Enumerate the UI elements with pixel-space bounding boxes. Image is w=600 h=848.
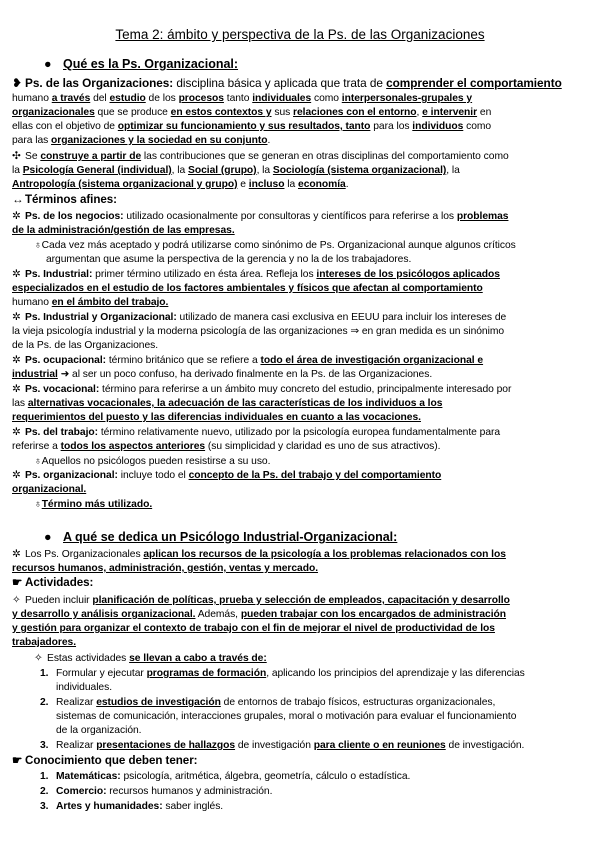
text-line: ☛ Actividades: — [12, 576, 94, 589]
section-heading-text: A qué se dedica un Psicólogo Industrial-Organizacional: — [63, 530, 398, 544]
text-line: humano a través del estudio de los procesos tanto individuales como interpersonales-grupales y — [12, 93, 473, 104]
text-line: ✲ Ps. del trabajo: término relativamente nuevo, utilizado por la psicología europea fundamentalmente para — [12, 427, 501, 438]
text-line: ✣ Se construye a partir de las contribuciones que se generan en otras disciplinas del comportamiento como — [12, 151, 509, 162]
text-line: recursos humanos, administración, gestión, ventas y mercado. — [12, 563, 319, 574]
text-line: ✲ Ps. de los negocios: utilizado ocasionalmente por consultoras y científicos para referirse a los problemas — [12, 211, 509, 222]
section-heading-text: Qué es la Ps. Organizacional: — [63, 57, 239, 71]
text-line: 1. Matemáticas: psicología, aritmética, álgebra, geometría, cálculo o estadística. — [40, 771, 411, 782]
text-line: industrial ➜ al ser un poco confuso, ha derivado finalmente en la Ps. de las Organizaciones. — [12, 369, 433, 380]
text-line: las alternativas vocacionales, la adecuación de las características de los individuos a los — [12, 398, 443, 409]
text-line: 3. Realizar presentaciones de hallazgos de investigación para cliente o en reuniones de investigación. — [40, 740, 525, 751]
text-line: ♁Cada vez más aceptado y podrá utilizarse como sinónimo de Ps. Organizacional aunque algunos críticos — [34, 240, 516, 251]
bullet-icon: ● — [44, 57, 52, 71]
text-line: ♁Aquellos no psicólogos pueden resistirse a su uso. — [34, 456, 271, 467]
text-line: la vieja psicología industrial y la moderna psicología de las organizaciones ⇒ en gran medida es un sinónimo — [12, 326, 505, 337]
text-line: Antropología (sistema organizacional y grupo) e incluso la economía. — [12, 179, 349, 190]
document-title: Tema 2: ámbito y perspectiva de la Ps. de las Organizaciones — [115, 27, 485, 42]
text-line: ↔Términos afines: — [12, 193, 117, 206]
text-line: 2. Comercio: recursos humanos y administración. — [40, 786, 273, 797]
text-line: ✲ Ps. vocacional: término para referirse a un ámbito muy concreto del estudio, principalmente interesado por — [12, 384, 512, 395]
text-line: ✲ Ps. Industrial: primer término utilizado en ésta área. Refleja los intereses de los psicólogos aplicados — [12, 269, 500, 280]
text-line: referirse a todos los aspectos anteriores (su simplicidad y claridad es uno de sus atractivos). — [12, 441, 441, 452]
text-line: 1. Formular y ejecutar programas de formación, aplicando los principios del aprendizaje y las diferencias — [40, 668, 525, 679]
text-line: y gestión para organizar el contexto de trabajo con el fin de mejorar el nivel de productividad de los — [12, 623, 495, 634]
text-line: para las organizaciones y la sociedad en su conjunto. — [12, 135, 271, 146]
text-line: trabajadores. — [12, 637, 77, 648]
text-line: organizacionales que se produce en estos contextos y sus relaciones con el entorno, e intervenir en — [12, 107, 492, 118]
text-line: ellas con el objetivo de optimizar su funcionamiento y sus resultados, tanto para los individuos como — [12, 121, 492, 132]
text-line: ✲ Ps. Industrial y Organizacional: utilizado de manera casi exclusiva en EEUU para incluir los intereses de — [12, 312, 507, 323]
text-line: sistemas de comunicación, interacciones grupales, moral o motivación para evaluar el funcionamiento — [56, 711, 517, 722]
text-line: 2. Realizar estudios de investigación de entornos de trabajo físicos, estructuras organizacionales, — [40, 697, 496, 708]
text-line: de la Ps. de las Organizaciones. — [12, 340, 159, 351]
text-line: ✧ Estas actividades se llevan a cabo a través de: — [34, 653, 267, 664]
text-line: de la administración/gestión de las empresas. — [12, 225, 235, 236]
text-line: la Psicología General (individual), la Social (grupo), la Sociología (sistema organizacional), la — [12, 165, 460, 176]
text-line: ♁Término más utilizado. — [34, 499, 153, 510]
text-line: ✲ Los Ps. Organizacionales aplican los recursos de la psicología a los problemas relacionados con los — [12, 549, 506, 560]
text-line: especializados en el estudio de los factores ambientales y físicos que afectan al comportamiento — [12, 283, 483, 294]
text-line: ✧ Pueden incluir planificación de políticas, prueba y selección de empleados, capacitación y desarrollo — [12, 595, 510, 606]
text-line: argumentan que asume la perspectiva de la gerencia y no la de los trabajadores. — [46, 254, 412, 265]
text-line: 3. Artes y humanidades: saber inglés. — [40, 801, 224, 812]
text-line: humano en el ámbito del trabajo. — [12, 297, 169, 308]
text-line: requerimientos del puesto y las diferencias individuales en cuanto a las vocaciones. — [12, 412, 421, 423]
text-line: de la organización. — [56, 725, 142, 736]
text-line: organizacional. — [12, 484, 87, 495]
text-line: ✲ Ps. ocupacional: término británico que se refiere a todo el área de investigación organizacional e — [12, 355, 484, 366]
text-line: ✲ Ps. organizacional: incluye todo el concepto de la Ps. del trabajo y del comportamiento — [12, 470, 442, 481]
text-line: ☛ Conocimiento que deben tener: — [12, 754, 198, 767]
text-line: ❥ Ps. de las Organizaciones: disciplina básica y aplicada que trata de comprender el comportamiento — [12, 76, 562, 90]
text-line: individuales. — [56, 682, 113, 693]
text-line: y desarrollo y análisis organizacional. Además, pueden trabajar con los encargados de administración — [12, 609, 507, 620]
bullet-icon: ● — [44, 530, 52, 544]
